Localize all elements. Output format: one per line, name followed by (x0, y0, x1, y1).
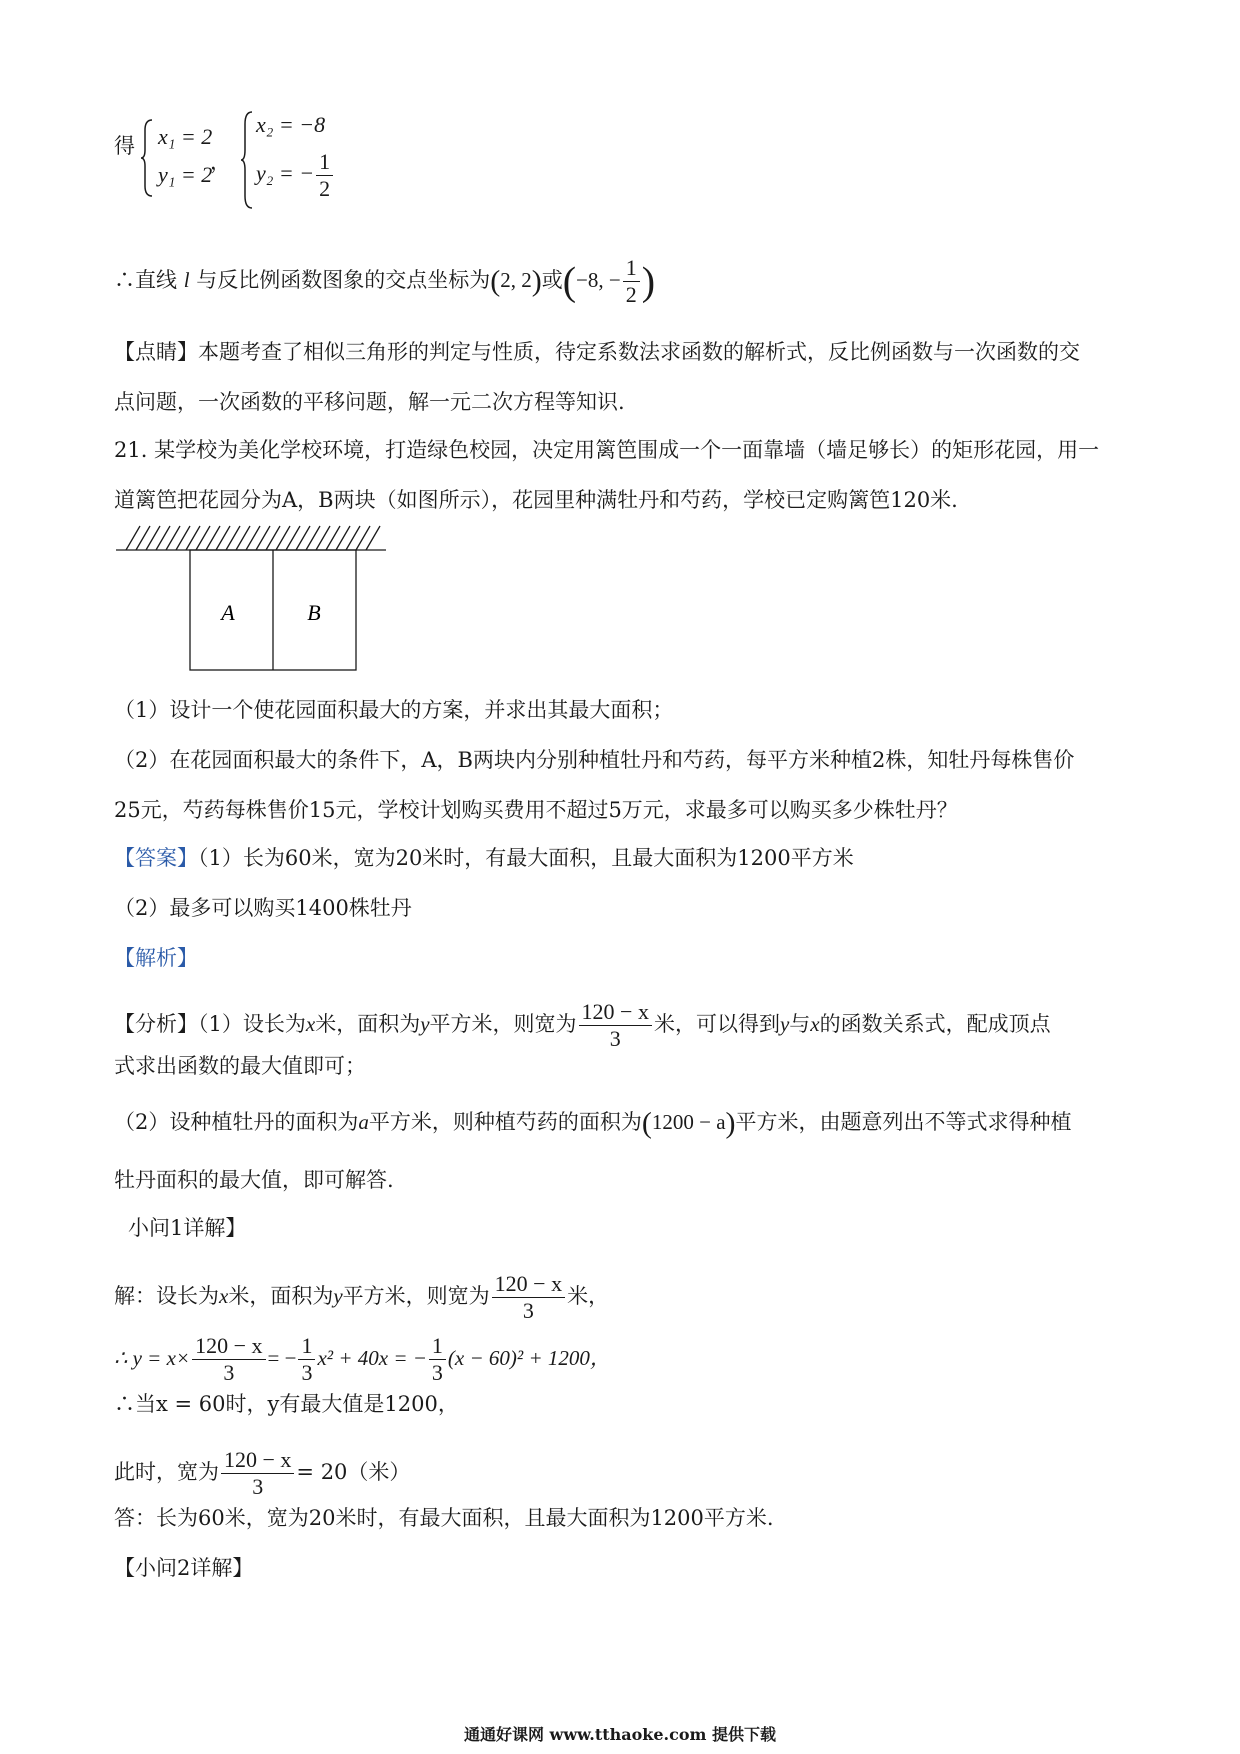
answer-tag: 【答案】 (114, 846, 198, 870)
system-lead: 得 (114, 134, 135, 158)
point-2: −8, − (576, 268, 621, 292)
fraction-denominator: 3 (223, 1360, 235, 1385)
sub-question-2-line-2: 25元，芍药每株售价15元，学校计划购买费用不超过5万元，求最多可以购买多少株牡丹？ (114, 798, 958, 822)
fraction-numerator: 120 − x (579, 1000, 652, 1026)
eq-x2: x₂ = −8 (256, 112, 326, 137)
formula-text: (x − 60)² + 1200， (447, 1346, 611, 1370)
formula-fraction (429, 1334, 446, 1385)
fraction-numerator: 1 (316, 150, 333, 176)
detail-text: 此时，宽为 (114, 1460, 219, 1484)
fraction-denominator: 3 (609, 1026, 621, 1051)
var-y: y (333, 1284, 343, 1308)
question-21-line-1: 21. 某学校为美化学校环境，打造绿色校园，决定用篱笆围成一个一面靠墙（墙足够长）的矩形花园，用一 (114, 438, 1100, 462)
fraction-denominator: 2 (625, 282, 637, 307)
conclusion-text: ∴直线 (114, 268, 184, 292)
garden-figure (116, 524, 396, 674)
analysis-line-1 (114, 1000, 1051, 1051)
var-x: x (810, 1012, 820, 1036)
answer-line-2: （2）最多可以购买1400株牡丹 (114, 896, 412, 920)
analysis-text: 米，可以得到 (653, 1012, 780, 1036)
analysis-text: 的函数关系式，配成顶点 (819, 1012, 1051, 1036)
fraction-numerator: 1 (429, 1334, 446, 1360)
left-brace-2 (240, 110, 254, 210)
jiexi-tag: 【解析】 (114, 946, 198, 970)
formula-text: = − (267, 1346, 297, 1370)
analysis-line-2: 式求出函数的最大值即可； (114, 1054, 366, 1078)
eq-y2 (256, 150, 335, 201)
point-2-fraction (623, 256, 640, 307)
eq-y2-lhs: y₂ = − (256, 160, 315, 186)
detail-text: 平方米，则宽为 (342, 1284, 490, 1308)
detail-text: 米，面积为 (228, 1284, 334, 1308)
formula-fraction (298, 1334, 315, 1385)
formula-fraction (192, 1334, 265, 1385)
detail-text: 米， (567, 1284, 610, 1308)
page-footer: 通通好课网 www.tthaoke.com 提供下载 (463, 1725, 777, 1744)
var-y: y (420, 1012, 430, 1036)
analysis-text: 平方米，则宽为 (429, 1012, 577, 1036)
conclusion-or: 或 (541, 268, 563, 292)
formula-text: ∴ y = x× (114, 1346, 191, 1370)
width-fraction (579, 1000, 652, 1051)
answer-line-1 (114, 844, 854, 872)
fraction-denominator: 2 (319, 176, 331, 201)
analysis-line-3: （2）设种植牡丹的面积为a平方米，则种植芍药的面积为(1200 − a)平方米，由题意列出不等式求得种植 (114, 1106, 1072, 1140)
left-brace-1 (140, 118, 154, 198)
fraction-denominator: 3 (301, 1360, 313, 1385)
label-a: A (221, 600, 235, 625)
fraction-numerator: 120 − x (221, 1448, 294, 1474)
detail-1-title: 小问1详解】 (128, 1216, 247, 1240)
area-expression: 1200 − a (651, 1110, 726, 1134)
fraction-denominator: 3 (522, 1298, 534, 1323)
analysis-line-4: 牡丹面积的最大值，即可解答. (114, 1168, 394, 1192)
analysis-text: （2）设种植牡丹的面积为 (114, 1110, 359, 1134)
fraction-numerator: 120 − x (492, 1272, 565, 1298)
width-fraction (492, 1272, 565, 1323)
label-b: B (307, 600, 321, 625)
detail-1-step-2 (114, 1334, 611, 1385)
fraction-denominator: 3 (252, 1474, 264, 1499)
width-fraction (221, 1448, 294, 1499)
eq-y1: y₁ = 2 (158, 162, 213, 187)
var-x: x (219, 1284, 229, 1308)
detail-text: 解：设长为 (114, 1284, 219, 1308)
var-y: y (779, 1012, 790, 1036)
detail-text: = 20（米） (296, 1460, 411, 1484)
eq-y2-fraction (316, 150, 333, 201)
var-x: x (305, 1012, 316, 1036)
fraction-numerator: 1 (623, 256, 640, 282)
formula-text: x² + 40x = − (317, 1346, 427, 1370)
var-a: a (358, 1110, 369, 1134)
dianjing-line-1: 【点睛】本题考查了相似三角形的判定与性质，待定系数法求函数的解析式，反比例函数与一次函数的交 (114, 340, 1080, 364)
point-1: 2, 2 (500, 268, 532, 292)
eq-x1: x₁ = 2 (158, 124, 213, 149)
detail-1-answer: 答：长为60米，宽为20米时，有最大面积，且最大面积为1200平方米. (114, 1506, 774, 1530)
analysis-text: 平方米，由题意列出不等式求得种植 (735, 1110, 1072, 1134)
analysis-text: 米，面积为 (315, 1012, 421, 1036)
analysis-text: 【分析】（1）设长为 (114, 1012, 306, 1036)
dianjing-line-2: 点问题，一次函数的平移问题，解一元二次方程等知识. (114, 390, 625, 414)
answer-1: （1）长为60米，宽为20米时，有最大面积，且最大面积为1200平方米 (198, 846, 854, 870)
var-l: l (183, 268, 190, 292)
fraction-denominator: 3 (431, 1360, 443, 1385)
question-21-line-2: 道篱笆把花园分为A，B两块（如图所示），花园里种满牡丹和芍药，学校已定购篱笆120米. (114, 488, 958, 512)
detail-1-step-1 (114, 1272, 609, 1323)
analysis-text: 平方米，则种植芍药的面积为 (368, 1110, 642, 1134)
system-sep: ， (210, 150, 231, 174)
detail-1-step-3: ∴当x = 60时，y有最大值是1200， (114, 1392, 459, 1416)
sub-question-1: （1）设计一个使花园面积最大的方案，并求出其最大面积； (114, 698, 674, 722)
detail-2-title: 【小问2详解】 (114, 1556, 254, 1580)
fraction-numerator: 120 − x (192, 1334, 265, 1360)
conclusion-line: ∴直线 l 与反比例函数图象的交点坐标为(2, 2)或(−8, − $\frac{1}{2}$ ) (114, 255, 656, 307)
fraction-numerator: 1 (298, 1334, 315, 1360)
analysis-text: 与 (789, 1012, 811, 1036)
conclusion-text: 与反比例函数图象的交点坐标为 (189, 268, 491, 292)
sub-question-2-line-1: （2）在花园面积最大的条件下，A，B两块内分别种植牡丹和芍药，每平方米种植2株，知牡丹每株售价 (114, 748, 1075, 772)
detail-1-step-4 (114, 1448, 410, 1499)
